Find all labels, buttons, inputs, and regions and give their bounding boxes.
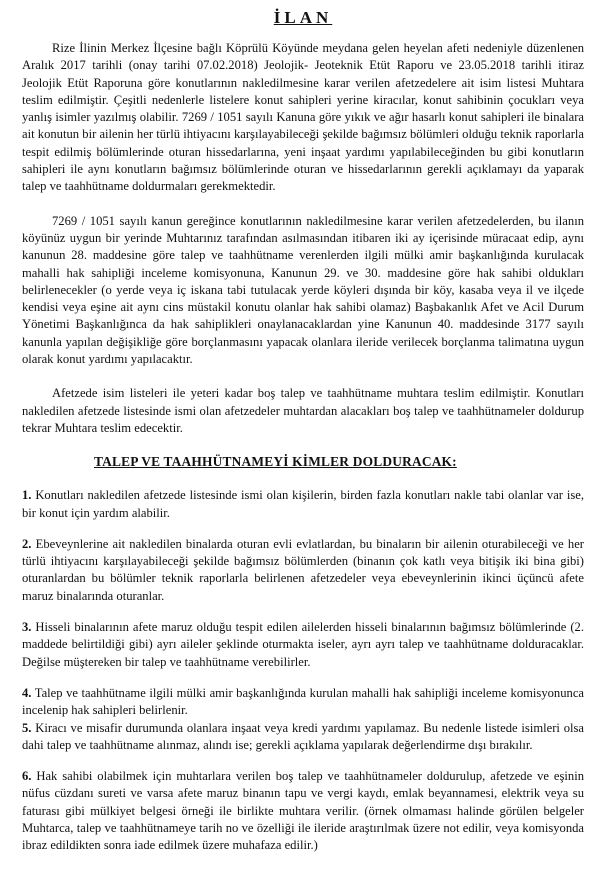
- item-number: 5.: [22, 720, 32, 735]
- item-number: 4.: [22, 685, 32, 700]
- list-item-1: [22, 487, 584, 522]
- section-heading: TALEP VE TAAHHÜTNAMEYİ KİMLER DOLDURACAK:: [94, 454, 457, 470]
- item-text: Konutları nakledilen afetzede listesinde ismi olan kişilerin, birden fazla konutları nakle tabi olanlar var ise, bir konut için yardım alabilir.: [22, 488, 584, 520]
- item-number: 2.: [22, 536, 32, 551]
- item-text: Hisseli binalarının afete maruz olduğu tespit edilen ailelerden hisseli binalarının bağımsız bölümlerinde (2. maddede belirtildiği gibi) ayrı aileler şeklinde oturmakta iseler, ayrı ayrı talep ve taahhütname dolduracaklar. Değilse müştereken bir talep ve taahhütname verebilirler.: [22, 620, 584, 669]
- paragraph-intro: Rize İlinin Merkez İlçesine bağlı Köprülü Köyünde meydana gelen heyelan afeti nedeniyle düzenlenen Aralık 2017 tarihli (onay tarihi 07.02.2018) Jeolojik- Jeoteknik Etüt Raporu ve 23.05.2018 tarihli itiraz Jeolojik Etüt Raporuna göre konutlarının nakledilmesine karar verilen afetzedelere ait isim listesi Muhtara teslim edilmiştir. Çeşitli nedenlerle listelere konut sahipleri yerine kiracılar, konut sahibinin çocukları veya yanlış isimler yazılmış olabilir. 7269 / 1051 sayılı Kanuna göre yıkık ve ağır hasarlı konut sahipleri ile binalara ait konutun bir ailenin her türlü ihtiyacını karşılayabileceği şekilde bağımsız bölümleri olduğu teknik raporlarla tespit edilmiş bölümlerinde oturan hissedarlarına, yeni inşaat yardımı yapılabileceğinden bu gibi konutların sahipleri ile aynı konutların bağımsız bölümlerinde oturan ve hissedarlarının gerekli açıklamayı da yaparak talep ve taahhütname doldurmaları gerekmektedir.: [22, 41, 584, 194]
- item-text: Ebeveynlerine ait nakledilen binalarda oturan evli evlatlardan, bu binaların bir ailenin oturabileceği ve her türlü ihtiyacını karşılayabileceği şekilde bağımsız bölümlerden (binanın çok katlı veya bitişik iki bina gibi) oturanlardan bu bölümler teknik raporlarla belirlenen afetzedeler veya ebeveynlerinin ikinci üçüncü afete maruz binalarında oturanlar.: [22, 536, 584, 603]
- list-item-3: [22, 619, 584, 671]
- list-item-5: [22, 720, 584, 755]
- list-item-2: [22, 536, 584, 605]
- list-item-4: [22, 685, 584, 720]
- paragraph-lists: Afetzede isim listeleri ile yeteri kadar boş talep ve taahhütname muhtara teslim edilmiştir. Konutları nakledilen afetzede listesinde ismi olan afetzedeler muhtardan alacakları boş talep ve taahhütnameler doldurup tekrar Muhtara teslim edecektir.: [22, 386, 584, 435]
- item-number: 1.: [22, 488, 32, 503]
- page-title: İLAN: [273, 8, 333, 27]
- item-text: Hak sahibi olabilmek için muhtarlara verilen boş talep ve taahhütnameler doldurulup, afetzede ve eşinin nüfus cüzdanı sureti ve varsa afete maruz binanın tapu ve vergi kaydı, emlak beyannamesi, elektrik veya su faturası gibi mülkiyet belgesi örneği ile birlikte muhtara verilir. (örnek olmaması halinde görülen belgeler Muhtarca, talep ve taahhütnameye tarih no ve özelliği ile ileride araştırılmak üzere not edilir, veya komisyonda ibraz edildikten sonra iade edilmek üzere muhafaza edilir.): [22, 769, 584, 853]
- paragraph-law: 7269 / 1051 sayılı kanun gereğince konutlarının nakledilmesine karar verilen afetzedelerden, bu ilanın köyünüz uygun bir yerinde Muhtarınız tarafından asılmasından itibaren iki ay içerisinde müracaat edip, aynı kanunun 28. maddesine göre talep ve taahhütname verenlerden ilgili mülki amir başkanlığında kurulacak mahalli hak sahipliği inceleme komisyonuna, Kanunun 29. ve 30. maddesine göre hak sahibi oldukları belirlenecekler (o yerde veya iç iskana tabi tutulacak yerde köyleri dışında bir köy, kasaba veya il ve ilçede kendisi veya eşine ait aynı cins müstakil konutu olanlar hak sahibi olamaz) Başbakanlık Afet ve Acil Durum Yönetimi Başkanlığınca da hak sahiplikleri onaylanacaklardan yine Kanunun 40. maddesinde 3177 sayılı kanunla yapılan değişikliğe göre borçlanmasını yapacak olanlara ileride verilecek borçlanma talimatına uygun olarak konut yardımı yapılacaktır.: [22, 213, 584, 367]
- item-text: Kiracı ve misafir durumunda olanlara inşaat veya kredi yardımı yapılamaz. Bu nedenle listede isimleri olsa dahi talep ve taahhütname alınmaz, alındı ise; gerekli açıklama yapılarak değerlendirme dışı bırakılır.: [22, 720, 584, 752]
- item-number: 6.: [22, 769, 32, 784]
- item-text: Talep ve taahhütname ilgili mülki amir başkanlığında kurulan mahalli hak sahipliği inceleme komisyonunca incelenip hak sahipleri belirlenir.: [22, 685, 584, 718]
- announcement-page: [22, 8, 584, 855]
- list-item-6: [22, 768, 584, 854]
- item-number: 3.: [22, 620, 32, 635]
